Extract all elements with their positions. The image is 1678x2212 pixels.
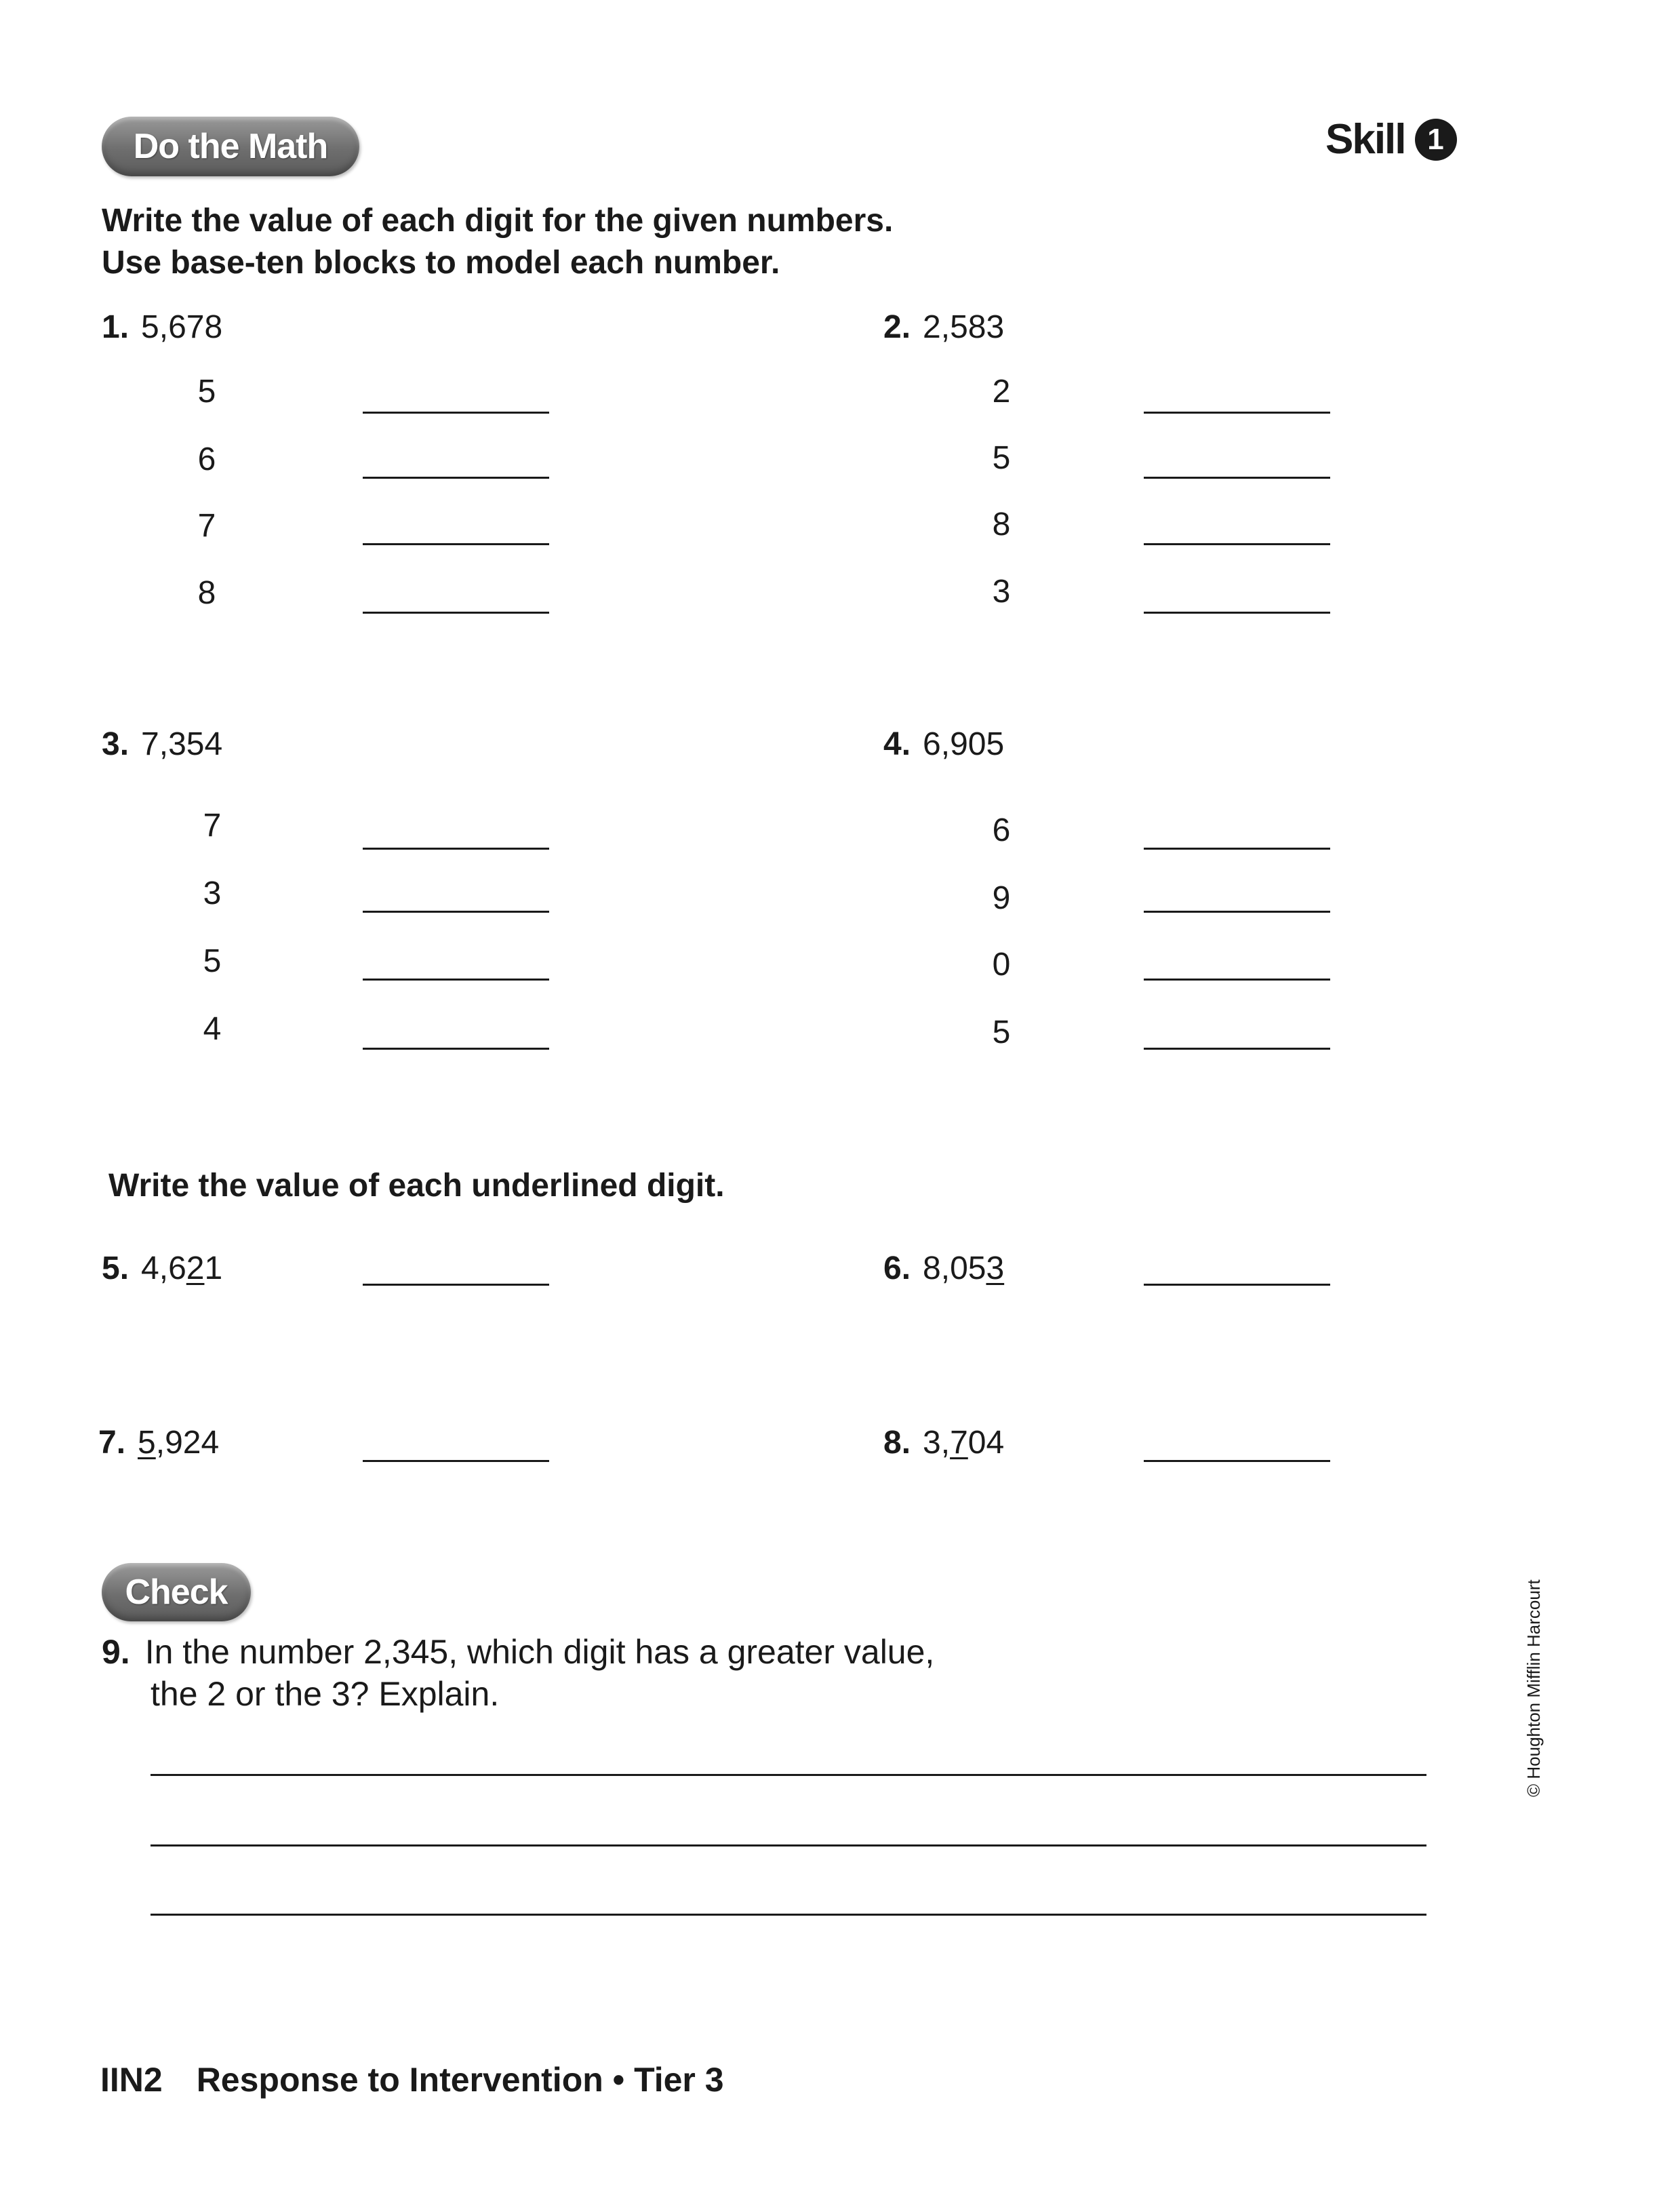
answer-blank[interactable] bbox=[1144, 1048, 1330, 1050]
underlined-digit: 2 bbox=[186, 1250, 205, 1286]
answer-blank[interactable] bbox=[363, 1460, 549, 1462]
instruction-line: Write the value of each digit for the given numbers. bbox=[102, 203, 894, 239]
digit-label: 6 bbox=[197, 441, 216, 477]
underlined-digit: 7 bbox=[950, 1425, 968, 1461]
number-part: 04 bbox=[967, 1425, 1005, 1461]
problem-number: 8. bbox=[883, 1425, 911, 1461]
answer-blank[interactable] bbox=[1144, 911, 1330, 913]
answer-blank[interactable] bbox=[363, 543, 549, 545]
problem-number: 4. bbox=[883, 726, 911, 762]
problem-value: 7,354 bbox=[141, 726, 223, 762]
digit-label: 5 bbox=[992, 1014, 1011, 1050]
skill-label: Skill bbox=[1325, 116, 1405, 163]
underline-instruction: Write the value of each underlined digit. bbox=[108, 1168, 725, 1204]
digit-label: 7 bbox=[197, 508, 216, 544]
answer-blank[interactable] bbox=[363, 1048, 549, 1050]
skill-number-badge: 1 bbox=[1415, 119, 1457, 161]
problem-5 bbox=[102, 1250, 222, 1287]
answer-blank[interactable] bbox=[1144, 1460, 1330, 1462]
answer-blank[interactable] bbox=[363, 477, 549, 479]
answer-blank[interactable] bbox=[1144, 1284, 1330, 1286]
check-label: Check bbox=[125, 1573, 228, 1612]
explain-line[interactable] bbox=[151, 1774, 1426, 1776]
answer-blank[interactable] bbox=[363, 612, 549, 614]
problem-number: 2. bbox=[883, 309, 911, 345]
do-the-math-label: Do the Math bbox=[133, 127, 328, 166]
problem-number: 3. bbox=[102, 726, 129, 762]
problem-number: 7. bbox=[98, 1425, 126, 1461]
answer-blank[interactable] bbox=[363, 848, 549, 850]
problem-value: 6,905 bbox=[923, 726, 1005, 762]
problem-value: 5,678 bbox=[141, 309, 223, 345]
number-part: 1 bbox=[204, 1250, 223, 1286]
problem-number: 9. bbox=[102, 1633, 130, 1671]
instruction-line: Use base-ten blocks to model each number. bbox=[102, 245, 780, 281]
number-part: 4,6 bbox=[141, 1250, 186, 1286]
problem-6 bbox=[883, 1250, 1004, 1287]
answer-blank[interactable] bbox=[1144, 477, 1330, 479]
digit-label: 5 bbox=[203, 943, 222, 979]
underlined-digit: 3 bbox=[986, 1250, 1005, 1286]
answer-blank[interactable] bbox=[1144, 848, 1330, 850]
problem-8 bbox=[883, 1424, 1004, 1461]
digit-label: 3 bbox=[992, 574, 1011, 610]
problem-number: 1. bbox=[102, 309, 129, 345]
question-9 bbox=[102, 1631, 934, 1715]
problem-2 bbox=[883, 309, 1004, 346]
answer-blank[interactable] bbox=[363, 979, 549, 981]
problem-3 bbox=[102, 726, 222, 763]
footer bbox=[100, 2060, 724, 2099]
digit-label: 6 bbox=[992, 812, 1011, 848]
problem-value: 2,583 bbox=[923, 309, 1005, 345]
problem-1 bbox=[102, 309, 222, 346]
problem-number: 5. bbox=[102, 1250, 129, 1286]
digit-label: 0 bbox=[992, 947, 1011, 983]
underlined-digit: 5 bbox=[138, 1425, 156, 1461]
explain-line[interactable] bbox=[151, 1844, 1426, 1846]
do-the-math-badge bbox=[102, 117, 359, 176]
digit-label: 3 bbox=[203, 875, 222, 911]
answer-blank[interactable] bbox=[1144, 979, 1330, 981]
answer-blank[interactable] bbox=[363, 1284, 549, 1286]
digit-label: 8 bbox=[197, 575, 216, 611]
number-part: 8,05 bbox=[923, 1250, 986, 1286]
answer-blank[interactable] bbox=[1144, 543, 1330, 545]
digit-label: 7 bbox=[203, 808, 222, 844]
problem-7 bbox=[98, 1424, 219, 1461]
answer-blank[interactable] bbox=[1144, 612, 1330, 614]
answer-blank[interactable] bbox=[363, 911, 549, 913]
answer-blank[interactable] bbox=[363, 412, 549, 414]
instructions bbox=[102, 200, 893, 284]
check-badge bbox=[102, 1563, 251, 1621]
answer-blank[interactable] bbox=[1144, 412, 1330, 414]
problem-number: 6. bbox=[883, 1250, 911, 1286]
footer-text: Response to Intervention • Tier 3 bbox=[196, 2061, 724, 2099]
question-line: the 2 or the 3? Explain. bbox=[151, 1675, 500, 1713]
copyright: © Houghton Mifflin Harcourt bbox=[1523, 1579, 1544, 1797]
digit-label: 2 bbox=[992, 374, 1011, 410]
skill-heading bbox=[1325, 115, 1457, 163]
digit-label: 5 bbox=[197, 374, 216, 410]
digit-label: 9 bbox=[992, 880, 1011, 916]
footer-code: IIN2 bbox=[100, 2061, 163, 2099]
digit-label: 4 bbox=[203, 1011, 222, 1047]
digit-label: 5 bbox=[992, 440, 1011, 476]
number-part: ,924 bbox=[155, 1425, 220, 1461]
question-line: In the number 2,345, which digit has a greater value, bbox=[144, 1633, 935, 1671]
explain-line[interactable] bbox=[151, 1914, 1426, 1916]
problem-4 bbox=[883, 726, 1004, 763]
digit-label: 8 bbox=[992, 507, 1011, 542]
number-part: 3, bbox=[923, 1425, 951, 1461]
